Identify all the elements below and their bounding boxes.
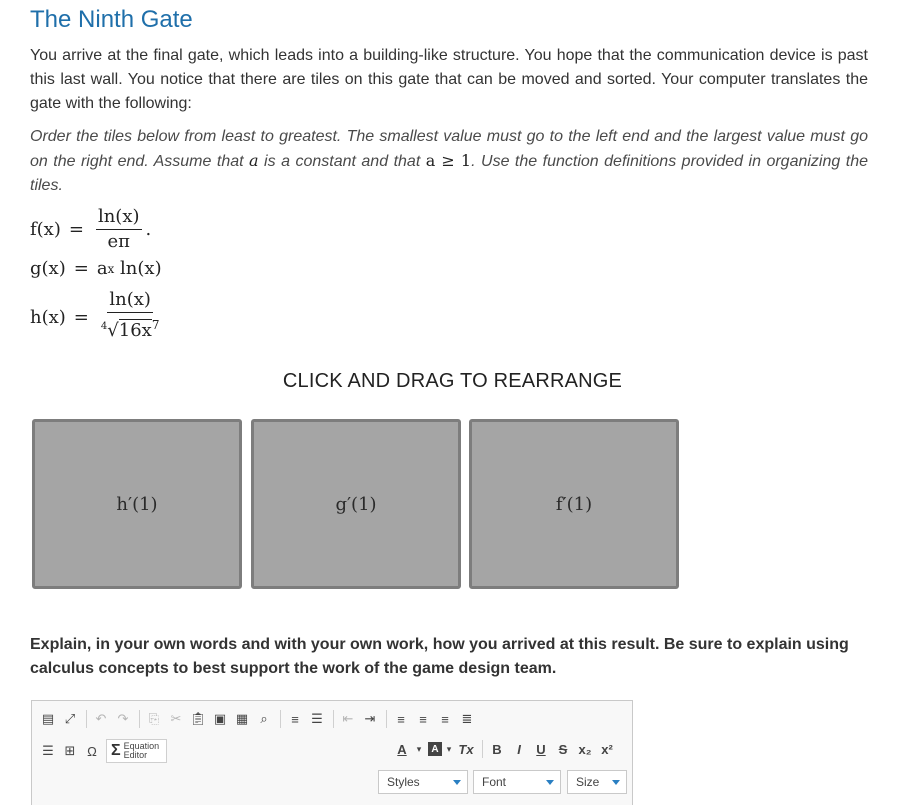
strikethrough-button[interactable]: S	[558, 741, 568, 757]
function-g-exponent: x	[107, 261, 115, 276]
function-f-numerator: ln(x)	[96, 207, 142, 230]
cut-icon[interactable]: ✂	[170, 711, 182, 726]
instructions-text-1: Order the tiles below from least to greatest. The smallest value must go to the left end and the largest value must go on the right end. Assume that	[30, 128, 868, 170]
function-f-denominator: eπ	[107, 231, 130, 252]
function-f-lhs: f(x)	[30, 219, 61, 240]
constant-a: a	[249, 151, 259, 170]
toolbar-row-1	[38, 709, 479, 729]
page-title: The Ninth Gate	[30, 6, 193, 33]
styles-dropdown-label: Styles	[387, 775, 420, 789]
bold-button[interactable]: B	[492, 741, 502, 757]
bg-color-button[interactable]: A	[428, 742, 442, 756]
chevron-down-icon	[453, 780, 461, 785]
function-g-base: a	[96, 258, 108, 279]
tile-label: f′(1)	[555, 493, 593, 515]
horizontal-rule-icon[interactable]: ☰	[42, 743, 54, 758]
align-justify-icon[interactable]: ≣	[461, 711, 473, 726]
instructions-text-2: is a constant and that	[258, 153, 426, 170]
equation-editor-label: Equation Editor	[123, 741, 160, 760]
equation-editor-button[interactable]	[106, 739, 167, 763]
numbered-list-icon[interactable]: ≡	[291, 711, 299, 727]
paste-text-icon[interactable]: ▣	[213, 711, 227, 726]
function-f-definition: f(x) = $\frac{\ln(x)}{e\pi}$ .	[30, 206, 152, 252]
underline-button[interactable]: U	[536, 741, 546, 757]
bulleted-list-icon[interactable]: ☰	[311, 711, 323, 726]
tile-label: g′(1)	[335, 493, 377, 515]
function-g-tail: ln(x)	[114, 258, 162, 279]
rich-text-editor[interactable]	[31, 700, 633, 805]
function-g-definition: g(x) = a x ln(x)	[30, 258, 162, 279]
chevron-down-icon	[612, 780, 620, 785]
function-h-fraction	[101, 290, 160, 344]
function-h-lhs: h(x)	[30, 306, 66, 328]
remove-format-button[interactable]: Tx	[458, 741, 474, 757]
function-h-denominator: $^4√16x^7$	[100, 318, 160, 341]
function-h-definition: h(x) = $\frac{\ln(x)}{^4√16x^7}$	[30, 290, 163, 344]
bg-color-dropdown-icon[interactable]: ▾	[446, 743, 452, 754]
find-icon[interactable]: ⌕	[260, 711, 268, 726]
format-toolbar	[392, 739, 619, 759]
copy-icon[interactable]: ⎘	[148, 711, 160, 726]
instructions-text-3: . Use the function definitions provided in organizing the tiles.	[30, 153, 868, 194]
outdent-icon[interactable]: ⇤	[342, 711, 354, 726]
indent-icon[interactable]: ⇥	[364, 711, 376, 726]
drag-hint: CLICK AND DRAG TO REARRANGE	[282, 370, 623, 392]
align-left-icon[interactable]: ≡	[397, 711, 405, 727]
size-dropdown[interactable]	[567, 770, 627, 794]
toolbar-row-2	[38, 739, 167, 763]
source-icon[interactable]: ▤	[41, 711, 55, 726]
redo-icon[interactable]: ↷	[117, 711, 129, 726]
chevron-down-icon	[546, 780, 554, 785]
subscript-button[interactable]: x₂	[578, 741, 592, 757]
maximize-icon[interactable]: ⤢	[64, 711, 76, 726]
table-icon[interactable]: ⊞	[64, 743, 76, 758]
function-g-lhs: g(x)	[30, 258, 66, 279]
align-center-icon[interactable]: ≡	[419, 711, 427, 727]
constant-condition: a ≥ 1	[425, 151, 472, 170]
superscript-button[interactable]: x²	[601, 741, 613, 757]
tile-h-prime[interactable]	[32, 419, 242, 589]
text-color-button[interactable]: A	[397, 741, 407, 757]
size-dropdown-label: Size	[576, 775, 600, 789]
paste-icon[interactable]: 📋︎	[189, 711, 207, 726]
tile-g-prime[interactable]	[251, 419, 461, 589]
font-dropdown[interactable]	[473, 770, 561, 794]
function-f-tail: .	[145, 219, 152, 240]
instructions-paragraph	[30, 125, 868, 198]
italic-button[interactable]: I	[517, 741, 521, 757]
align-right-icon[interactable]: ≡	[441, 711, 449, 727]
paste-word-icon[interactable]: ▦	[235, 711, 249, 726]
intro-paragraph: You arrive at the final gate, which leads into a building-like structure. You hope that the communication device is past this last wall. You notice that there are tiles on this gate that can be moved and sorted. Your computer translates the gate with the following:	[30, 47, 868, 112]
special-char-icon[interactable]: Ω	[87, 743, 97, 759]
explanation-prompt: Explain, in your own words and with your own work, how you arrived at this result. Be sure to explain using calculus concepts to best support the work of the game design team.	[30, 636, 849, 677]
font-dropdown-label: Font	[482, 775, 507, 789]
tile-label: h′(1)	[116, 493, 158, 515]
undo-icon[interactable]: ↶	[95, 711, 107, 726]
text-color-dropdown-icon[interactable]: ▾	[416, 743, 422, 754]
sigma-icon: Σ	[111, 742, 121, 759]
function-f-fraction	[96, 207, 142, 252]
tile-f-prime[interactable]	[469, 419, 679, 589]
function-h-numerator: ln(x)	[107, 290, 153, 313]
styles-dropdown[interactable]	[378, 770, 468, 794]
